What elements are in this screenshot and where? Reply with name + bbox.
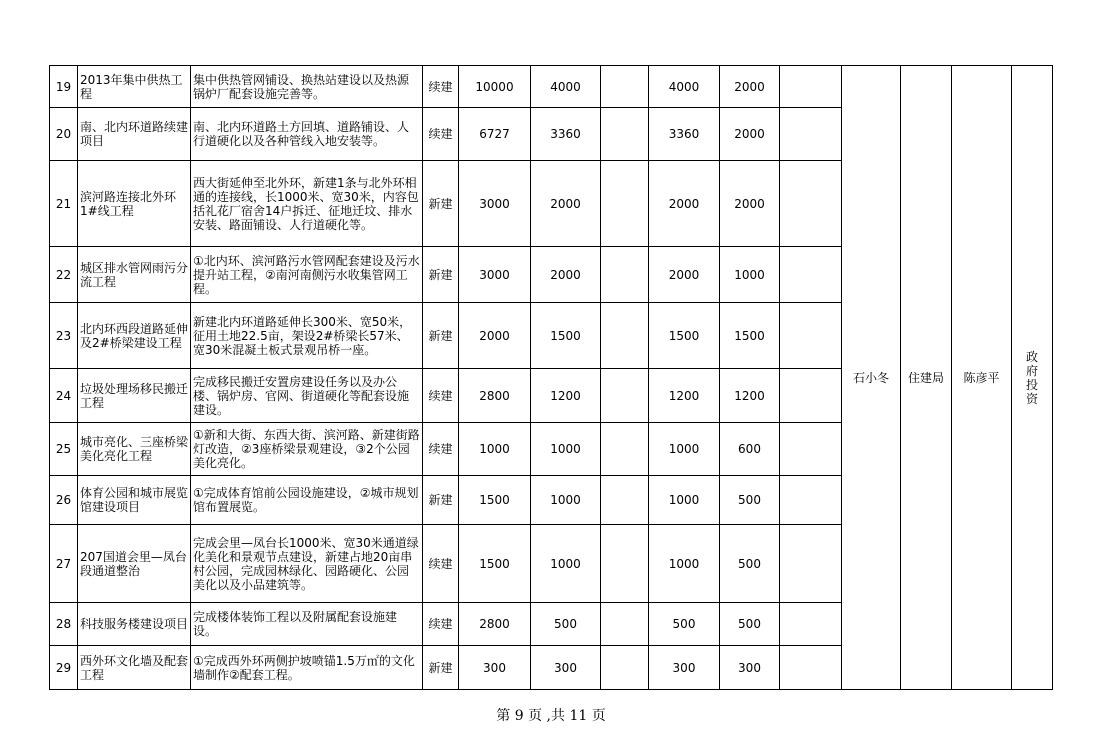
annual-plan: 4000	[531, 66, 601, 108]
annual-plan: 2000	[531, 247, 601, 303]
construction-content: 新建北内环道路延伸长300米、宽50米，征用土地22.5亩，架设2#桥梁长57米、宽30米混凝土板式景观吊桥一座。	[191, 303, 423, 369]
completed-amount: 300	[720, 646, 780, 690]
construction-content: 西大街延伸至北外环，新建1条与北外环相通的连接线，长1000米、宽30米，内容包括礼花厂宿舍14户拆迁、征地迁坟、排水安装、路面铺设、人行道硬化等。	[191, 161, 423, 247]
planned-amount: 1000	[649, 476, 720, 525]
project-name: 207国道会里—凤台段通道整治	[78, 525, 191, 603]
table-row	[50, 66, 1053, 108]
row-number: 21	[50, 161, 78, 247]
note-cell	[780, 303, 842, 369]
project-name: 滨河路连接北外环1#线工程	[78, 161, 191, 247]
blank-cell	[601, 108, 649, 161]
note-cell	[780, 108, 842, 161]
unit-cell: 住建局	[901, 66, 952, 690]
completed-amount: 500	[720, 603, 780, 646]
page-footer: 第 9 页 ,共 11 页	[496, 708, 606, 724]
project-name: 体育公园和城市展览馆建设项目	[78, 476, 191, 525]
completed-amount: 600	[720, 423, 780, 476]
project-name: 2013年集中供热工程	[78, 66, 191, 108]
project-type: 新建	[423, 247, 459, 303]
blank-cell	[601, 603, 649, 646]
construction-content: 完成移民搬迁安置房建设任务以及办公楼、锅炉房、官网、街道硬化等配套设施建设。	[191, 369, 423, 423]
construction-content: 集中供热管网铺设、换热站建设以及热源锅炉厂配套设施完善等。	[191, 66, 423, 108]
annual-plan: 1000	[531, 525, 601, 603]
total-investment: 10000	[459, 66, 531, 108]
planned-amount: 300	[649, 646, 720, 690]
note-cell	[780, 603, 842, 646]
completed-amount: 1500	[720, 303, 780, 369]
annual-plan: 300	[531, 646, 601, 690]
note-cell	[780, 525, 842, 603]
completed-amount: 500	[720, 476, 780, 525]
row-number: 22	[50, 247, 78, 303]
project-type: 续建	[423, 603, 459, 646]
construction-content: ①新和大街、东西大街、滨河路、新建街路灯改造，②3座桥梁景观建设，③2个公园美化亮化。	[191, 423, 423, 476]
completed-amount: 1000	[720, 247, 780, 303]
project-name: 科技服务楼建设项目	[78, 603, 191, 646]
annual-plan: 3360	[531, 108, 601, 161]
construction-content: ①北内环、滨河路污水管网配套建设及污水提升站工程，②南河南侧污水收集管网工程。	[191, 247, 423, 303]
blank-cell	[601, 476, 649, 525]
annual-plan: 2000	[531, 161, 601, 247]
leader-cell: 石小冬	[842, 66, 901, 690]
note-cell	[780, 423, 842, 476]
completed-amount: 1200	[720, 369, 780, 423]
completed-amount: 2000	[720, 108, 780, 161]
annual-plan: 500	[531, 603, 601, 646]
project-name: 北内环西段道路延伸及2#桥梁建设工程	[78, 303, 191, 369]
total-investment: 2800	[459, 369, 531, 423]
person-cell: 陈彦平	[952, 66, 1012, 690]
blank-cell	[601, 303, 649, 369]
total-investment: 2000	[459, 303, 531, 369]
row-number: 26	[50, 476, 78, 525]
project-type: 续建	[423, 525, 459, 603]
annual-plan: 1500	[531, 303, 601, 369]
table-body	[50, 66, 1053, 690]
completed-amount: 2000	[720, 161, 780, 247]
total-investment: 300	[459, 646, 531, 690]
project-name: 南、北内环道路续建项目	[78, 108, 191, 161]
project-type: 新建	[423, 476, 459, 525]
fund-source-cell	[1012, 66, 1053, 690]
project-name: 城市亮化、三座桥梁美化亮化工程	[78, 423, 191, 476]
completed-amount: 500	[720, 525, 780, 603]
planned-amount: 3360	[649, 108, 720, 161]
planned-amount: 1000	[649, 423, 720, 476]
completed-amount: 2000	[720, 66, 780, 108]
total-investment: 3000	[459, 247, 531, 303]
row-number: 19	[50, 66, 78, 108]
blank-cell	[601, 525, 649, 603]
project-table	[49, 65, 1053, 690]
row-number: 27	[50, 525, 78, 603]
annual-plan: 1000	[531, 476, 601, 525]
blank-cell	[601, 66, 649, 108]
row-number: 20	[50, 108, 78, 161]
annual-plan: 1000	[531, 423, 601, 476]
project-name: 城区排水管网雨污分流工程	[78, 247, 191, 303]
blank-cell	[601, 369, 649, 423]
planned-amount: 1000	[649, 525, 720, 603]
construction-content: 完成楼体装饰工程以及附属配套设施建设。	[191, 603, 423, 646]
construction-content: 南、北内环道路土方回填、道路铺设、人行道硬化以及各种管线入地安装等。	[191, 108, 423, 161]
project-type: 续建	[423, 66, 459, 108]
note-cell	[780, 247, 842, 303]
project-type: 新建	[423, 303, 459, 369]
row-number: 23	[50, 303, 78, 369]
project-name: 垃圾处理场移民搬迁工程	[78, 369, 191, 423]
blank-cell	[601, 247, 649, 303]
total-investment: 2800	[459, 603, 531, 646]
total-investment: 1500	[459, 476, 531, 525]
note-cell	[780, 369, 842, 423]
planned-amount: 1200	[649, 369, 720, 423]
construction-content: ①完成体育馆前公园设施建设，②城市规划馆布置展览。	[191, 476, 423, 525]
construction-content: ①完成西外环两侧护坡喷锚1.5万㎡的文化墙制作②配套工程。	[191, 646, 423, 690]
blank-cell	[601, 646, 649, 690]
project-name: 西外环文化墙及配套工程	[78, 646, 191, 690]
note-cell	[780, 476, 842, 525]
project-type: 新建	[423, 161, 459, 247]
planned-amount: 500	[649, 603, 720, 646]
row-number: 28	[50, 603, 78, 646]
project-type: 续建	[423, 108, 459, 161]
project-type: 续建	[423, 423, 459, 476]
note-cell	[780, 161, 842, 247]
annual-plan: 1200	[531, 369, 601, 423]
project-type: 续建	[423, 369, 459, 423]
construction-content: 完成会里—凤台长1000米、宽30米通道绿化美化和景观节点建设，新建占地20亩串村公园，完成园林绿化、园路硬化、公园美化以及小品建筑等。	[191, 525, 423, 603]
note-cell	[780, 646, 842, 690]
fund-source-text: 政府投资	[1025, 349, 1038, 406]
blank-cell	[601, 423, 649, 476]
planned-amount: 1500	[649, 303, 720, 369]
blank-cell	[601, 161, 649, 247]
project-type: 新建	[423, 646, 459, 690]
planned-amount: 2000	[649, 161, 720, 247]
row-number: 29	[50, 646, 78, 690]
total-investment: 3000	[459, 161, 531, 247]
planned-amount: 2000	[649, 247, 720, 303]
row-number: 24	[50, 369, 78, 423]
note-cell	[780, 66, 842, 108]
total-investment: 6727	[459, 108, 531, 161]
total-investment: 1500	[459, 525, 531, 603]
row-number: 25	[50, 423, 78, 476]
planned-amount: 4000	[649, 66, 720, 108]
total-investment: 1000	[459, 423, 531, 476]
